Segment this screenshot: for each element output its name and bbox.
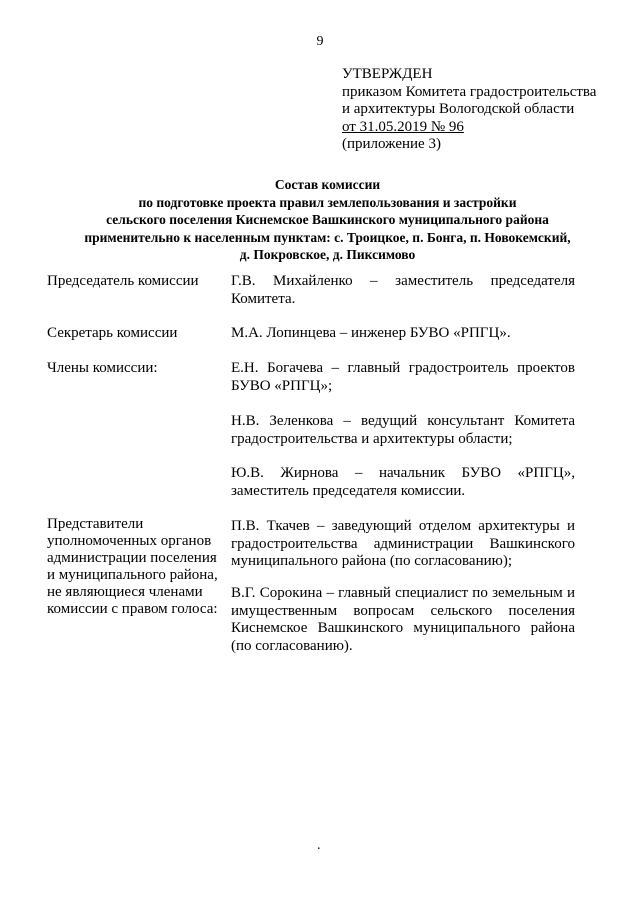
approval-heading: УТВЕРЖДЕН: [342, 66, 433, 82]
person-representative-1: П.В. Ткачев – заведующий отделом архитектуры и градостроительства администрации Вашкинского муниципального района (по согласованию);: [231, 518, 575, 569]
title-line-5: д. Покровское, д. Пиксимово: [239, 247, 416, 262]
person-secretary: М.А. Лопинцева – инженер БУВО «РПГЦ».: [231, 325, 511, 341]
role-secretary: Секретарь комиссии: [47, 325, 178, 341]
person-member-1: Е.Н. Богачева – главный градостроитель проектов БУВО «РПГЦ»;: [231, 360, 575, 394]
approval-line-1: приказом Комитета градостроительства: [342, 83, 597, 100]
title-line-3: сельского поселения Киснемское Вашкинского муниципального района: [106, 212, 549, 227]
person-member-2: Н.В. Зеленкова – ведущий консультант Комитета градостроительства и архитектуры области;: [231, 413, 575, 447]
role-chairman: Председатель комиссии: [47, 273, 199, 289]
role-representatives: Представители уполномоченных органов администрации поселения и муниципального района, не являющиеся членами комиссии с правом голоса:: [47, 516, 218, 617]
approval-line-2: и архитектуры Вологодской области: [342, 101, 575, 117]
footer-mark: .: [317, 838, 321, 853]
person-representative-2: В.Г. Сорокина – главный специалист по земельным и имущественным вопросам сельского поселения Киснемское Вашкинского муниципального района (по согласованию).: [231, 585, 575, 654]
title-line-1: Состав комиссии: [274, 177, 381, 192]
person-chairman: Г.В. Михайленко – заместитель председателя Комитета.: [231, 273, 575, 307]
person-member-3: Ю.В. Жирнова – начальник БУВО «РПГЦ», заместитель председателя комиссии.: [231, 465, 575, 499]
page-number: 9: [316, 34, 324, 49]
approval-date-number: от 31.05.2019 № 96: [342, 118, 464, 135]
role-members: Члены комиссии:: [47, 360, 158, 376]
title-line-2: по подготовке проекта правил землепользования и застройки: [138, 194, 517, 210]
title-line-4: применительно к населенным пунктам: с. Троицкое, п. Бонга, п. Новокемский,: [84, 229, 571, 245]
approval-block: [342, 66, 596, 154]
approval-appendix: (приложение 3): [342, 136, 441, 152]
document-title: [40, 176, 615, 264]
